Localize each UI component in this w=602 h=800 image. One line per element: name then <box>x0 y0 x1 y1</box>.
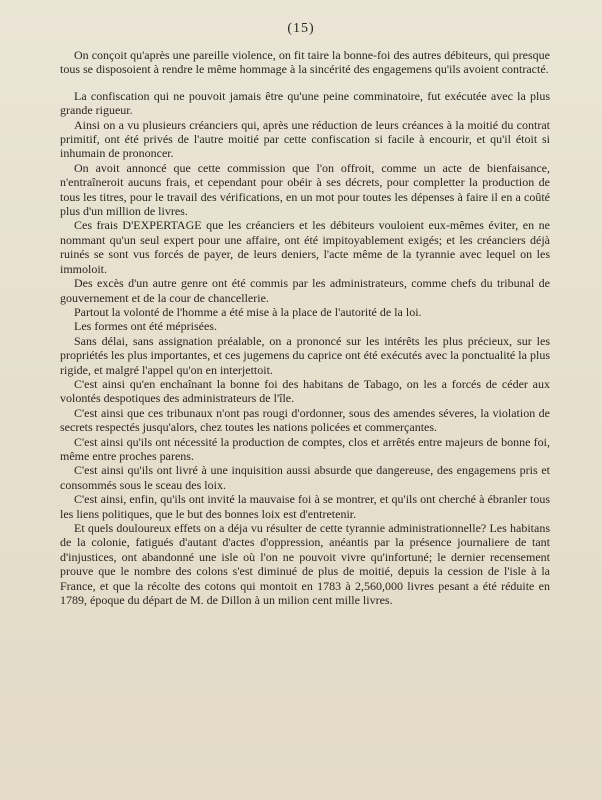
paragraph: On avoit annoncé que cette commission que l'on offroit, comme un acte de bienfaisance, n'entraîneroit aucuns frais, et cependant pour obéir à ses décrets, pour completter la production de tous les titres, pour le travail des vérifications, en un mot pour toutes les dépenses à faire il en a coûté plus d'un million de livres. <box>60 160 550 219</box>
paragraph: Des excès d'un autre genre ont été commis par les administrateurs, comme chefs du tribunal de gouvernement et de la cour de chancellerie. <box>60 276 550 305</box>
paragraph: Partout la volonté de l'homme a été mise à la place de l'autorité de la loi. <box>74 304 422 319</box>
paragraph: Ces frais D'EXPERTAGE que les créanciers et les débiteurs vouloient eux-mêmes éviter, en ne nommant qu'un seul expert pour une affaire, ont été impitoyablement exigés; et les créanciers déjà ruinés se sont vus forcés de payer, de leurs deniers, l'acte même de la tyrannie avec lequel on les immoloit. <box>60 218 550 276</box>
paragraph: On conçoit qu'après une pareille violence, on fit taire la bonne-foi des autres débiteurs, qui presque tous se disposoient à rendre le même hommage à la sincérité des engagemens qu'ils avoient contracté. <box>60 48 550 77</box>
paragraph: C'est ainsi qu'ils ont livré à une inquisition aussi absurde que dangereuse, des engagemens pris et consommés sous le sceau des loix. <box>60 463 550 492</box>
paragraph: C'est ainsi qu'en enchaînant la bonne foi des habitans de Tabago, on les a forcés de céder aux volontés despotiques des administrateurs de l'île. <box>60 376 550 406</box>
paragraph: Les formes ont été méprisées. <box>74 319 217 334</box>
paragraph: C'est ainsi, enfin, qu'ils ont invité la mauvaise foi à se montrer, et qu'ils ont cherché à ébranler tous les liens politiques, que le but des bonnes loix est d'entretenir. <box>60 492 550 521</box>
paragraph: La confiscation qui ne pouvoit jamais être qu'une peine comminatoire, fut exécutée avec la plus grande rigueur. <box>60 88 550 118</box>
paragraph: Ainsi on a vu plusieurs créanciers qui, après une réduction de leurs créances à la moitié du contrat primitif, ont été privés de l'autre moitié par cette confiscation si facile à encourir, et qu'il étoit si inhumain de prononcer. <box>60 117 550 161</box>
paragraph: C'est ainsi qu'ils ont nécessité la production de comptes, clos et arrêtés entre majeurs de bonne foi, même entre proches parens. <box>60 434 550 463</box>
body-text <box>60 48 550 607</box>
paragraph: C'est ainsi que ces tribunaux n'ont pas rougi d'ordonner, sous des amendes séveres, la violation de secrets respectés jusqu'alors, chez toutes les nations policées et commerçantes. <box>60 405 550 435</box>
page-number: (15) <box>287 21 315 36</box>
paragraph: Et quels douloureux effets on a déja vu résulter de cette tyrannie administrationnelle? Les habitans de la colonie, fatigués d'autant d'actes d'oppression, anéantis par la présence journaliere de tant d'injustices, ont abandonné une isle où l'on ne pouvoit vivre qu'infortuné; le dernier recensement prouve que le nombre des colons s'est diminué de plus de moitié, depuis la cession de l'isle à la France, et que la récolte des cotons qui montoit en 1783 à 2,560,000 livres pesant a été réduite en 1789, époque du départ de M. de Dillon à un milion cent mille livres. <box>60 521 550 608</box>
paragraph: Sans délai, sans assignation préalable, on a prononcé sur les intérêts les plus précieux, sur les propriétés les plus importantes, et ces jugemens du caprice ont été exécutés avec la ponctualité la plus rigide, et malgré l'appel qu'on en interjettoit. <box>60 333 550 377</box>
